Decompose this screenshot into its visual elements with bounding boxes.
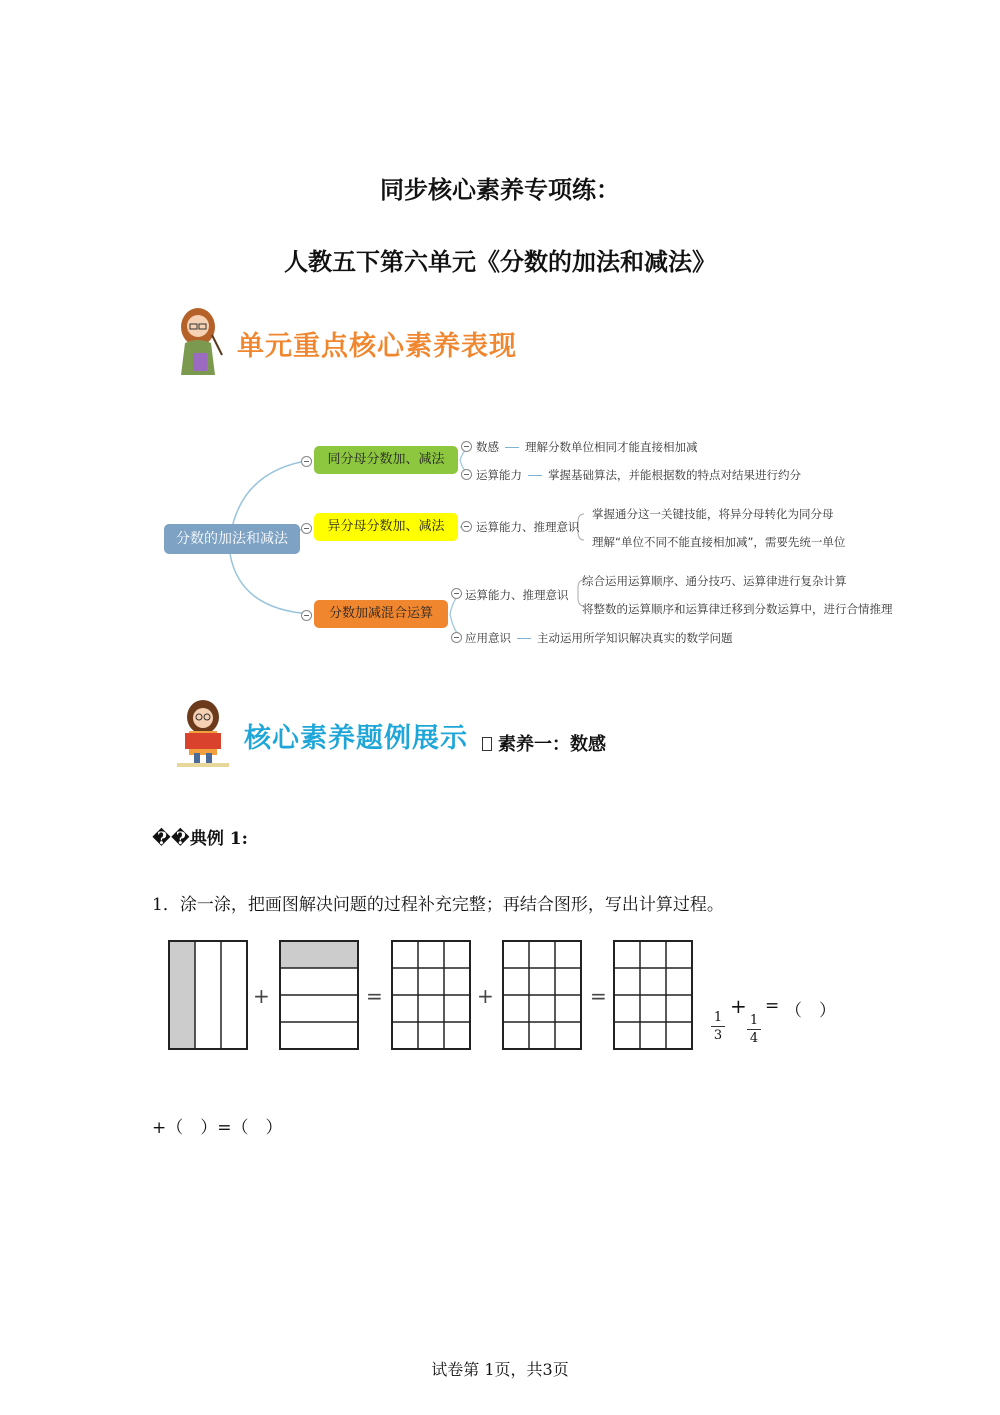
plus-sign: + [253,984,270,1008]
competency-label: 运算能力 [476,468,522,482]
equals-sign: = [590,984,607,1008]
collapse-icon[interactable] [461,521,472,532]
branch2-desc1: 掌握通分这一关键技能，将异分母转化为同分母 [592,507,834,521]
branch-different-denominator: 异分母分数加、减法 [314,513,458,541]
mind-map [160,430,893,650]
branch3-item1-desc2: 将整数的运算顺序和运算律迁移到分数运算中，进行合情推理 [582,602,893,616]
branch3-item1-key: 运算能力、推理意识 [465,588,569,602]
branch3-item2 [465,630,733,646]
page-subtitle: 人教五下第六单元《分数的加法和减法》 [284,248,716,276]
branch1-item1 [476,439,698,455]
collapse-icon[interactable] [451,632,462,643]
box-thirds [169,941,247,1049]
branch2-key: 运算能力、推理意识 [476,520,580,534]
competency-description: 理解分数单位相同才能直接相加减 [525,440,698,454]
bullet-icon [482,737,492,751]
branch-mixed-operations: 分数加减混合运算 [314,600,448,628]
competency-label: 数感 [476,440,499,454]
teacher-illustration [172,305,224,377]
plus-sign: + [477,984,494,1008]
section-banner-examples: 核心素养题例展示 [244,723,468,754]
literacy-subtitle-text: 素养一：数感 [498,734,606,755]
collapse-icon[interactable] [301,456,312,467]
section-banner-core-performance: 单元重点核心素养表现 [237,331,517,362]
branch1-item2 [476,467,801,483]
collapse-icon[interactable] [451,588,462,599]
collapse-icon[interactable] [301,610,312,621]
collapse-icon[interactable] [301,523,312,534]
fraction-numerator: 1 [747,1013,761,1030]
expr-equals: = [765,996,780,1016]
grid-box-2[interactable] [503,941,581,1049]
fraction-denominator: 4 [749,1031,759,1046]
question-text: 1．涂一涂，把画图解决问题的过程补充完整；再结合图形，写出计算过程。 [152,895,724,915]
page-title: 同步核心素养专项练： [380,176,620,204]
equals-sign: = [366,984,383,1008]
branch-same-denominator: 同分母分数加、减法 [314,446,458,474]
competency-description: 掌握基础算法，并能根据数的特点对结果进行约分 [548,468,801,482]
competency-label: 应用意识 [465,631,511,645]
box-quarters [280,941,358,1049]
grid-box-3[interactable] [614,941,692,1049]
fraction-numerator: 1 [711,1010,725,1027]
answer-line-2[interactable]: +（ ）=（ ） [152,1118,283,1138]
competency-description: 主动运用所学知识解决真实的数学问题 [537,631,733,645]
fraction-one-third [711,1010,725,1045]
student-reading-illustration [175,697,231,769]
expr-plus: + [730,994,747,1018]
collapse-icon[interactable] [461,441,472,452]
example-label: ��典例 1: [152,829,248,849]
literacy-subtitle [482,730,606,756]
fraction-diagram [160,935,720,1060]
branch3-item1-desc1: 综合运用运算顺序、通分技巧、运算律进行复杂计算 [582,574,847,588]
mind-map-root: 分数的加法和减法 [164,524,300,554]
fraction-denominator: 3 [713,1028,723,1043]
fraction-one-quarter [747,1013,761,1048]
grid-box-1[interactable] [392,941,470,1049]
branch2-desc2: 理解“单位不同不能直接相加减”，需要先统一单位 [592,535,846,549]
page-footer: 试卷第 1页，共3页 [431,1360,569,1379]
collapse-icon[interactable] [461,469,472,480]
answer-blank[interactable]: （ ） [785,1001,836,1021]
